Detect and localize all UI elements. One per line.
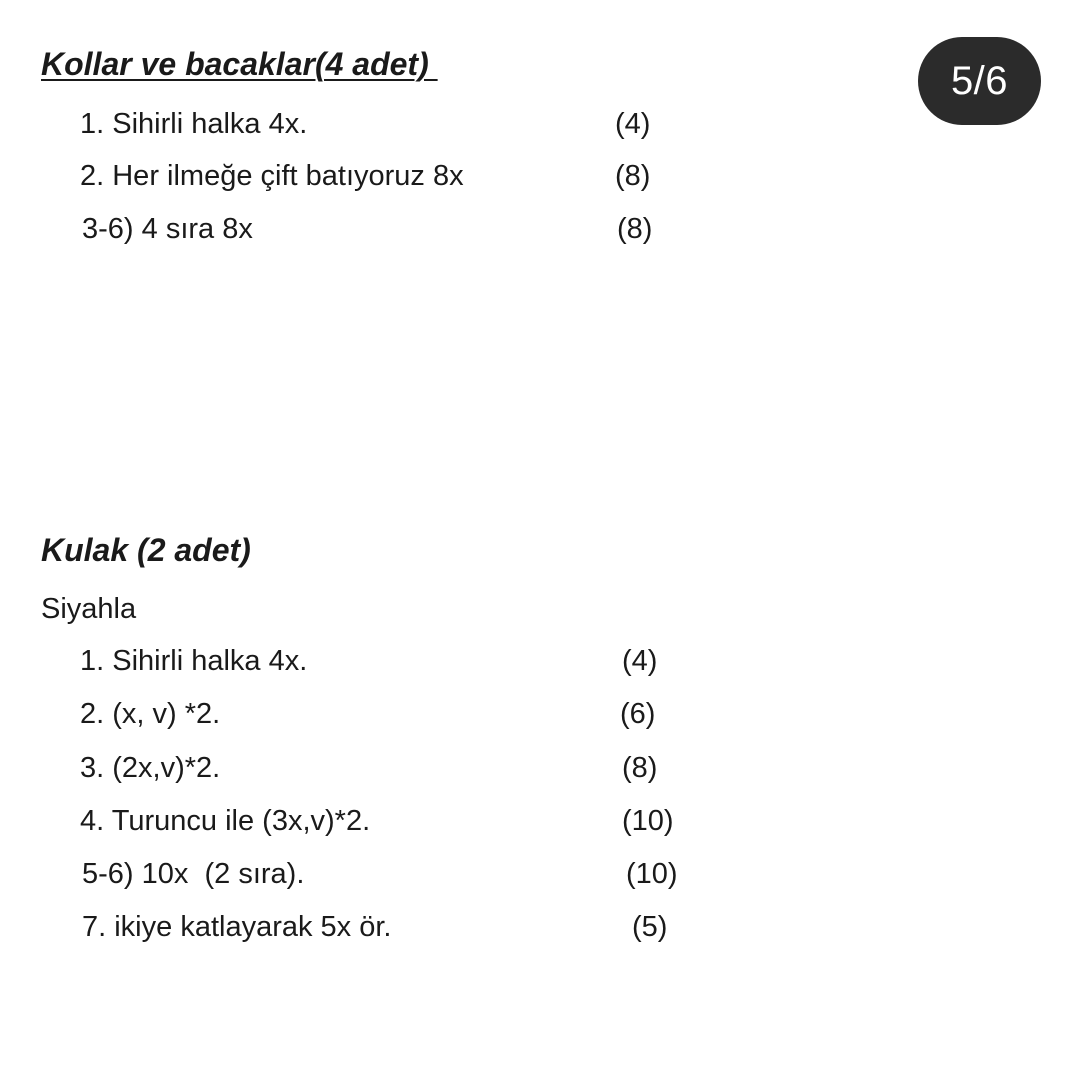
instruction-row: 1. Sihirli halka 4x. bbox=[80, 645, 308, 677]
instruction-row: 4. Turuncu ile (3x,v)*2. bbox=[80, 805, 371, 837]
page-indicator-badge: 5/6 bbox=[918, 37, 1041, 125]
instruction-row: 7. ikiye katlayarak 5x ör. bbox=[82, 911, 392, 943]
stitch-count: (4) bbox=[615, 108, 651, 140]
color-note: Siyahla bbox=[41, 593, 137, 625]
instruction-row: 2. (x, v) *2. bbox=[80, 698, 221, 730]
stitch-count: (8) bbox=[617, 213, 653, 245]
stitch-count: (8) bbox=[615, 160, 651, 192]
stitch-count: (10) bbox=[626, 858, 678, 890]
stitch-count: (8) bbox=[622, 752, 658, 784]
instruction-row: 1. Sihirli halka 4x. bbox=[80, 108, 308, 140]
instruction-row: 5-6) 10x (2 sıra). bbox=[82, 858, 305, 890]
instruction-row: 3-6) 4 sıra 8x bbox=[82, 213, 253, 245]
section-title-ear: Kulak (2 adet) bbox=[41, 532, 251, 568]
instruction-row: 2. Her ilmeğe çift batıyoruz 8x bbox=[80, 160, 464, 192]
stitch-count: (4) bbox=[622, 645, 658, 677]
stitch-count: (6) bbox=[620, 698, 656, 730]
section-title-arms-legs: Kollar ve bacaklar(4 adet) bbox=[41, 46, 438, 82]
stitch-count: (10) bbox=[622, 805, 674, 837]
stitch-count: (5) bbox=[632, 911, 668, 943]
instruction-row: 3. (2x,v)*2. bbox=[80, 752, 221, 784]
